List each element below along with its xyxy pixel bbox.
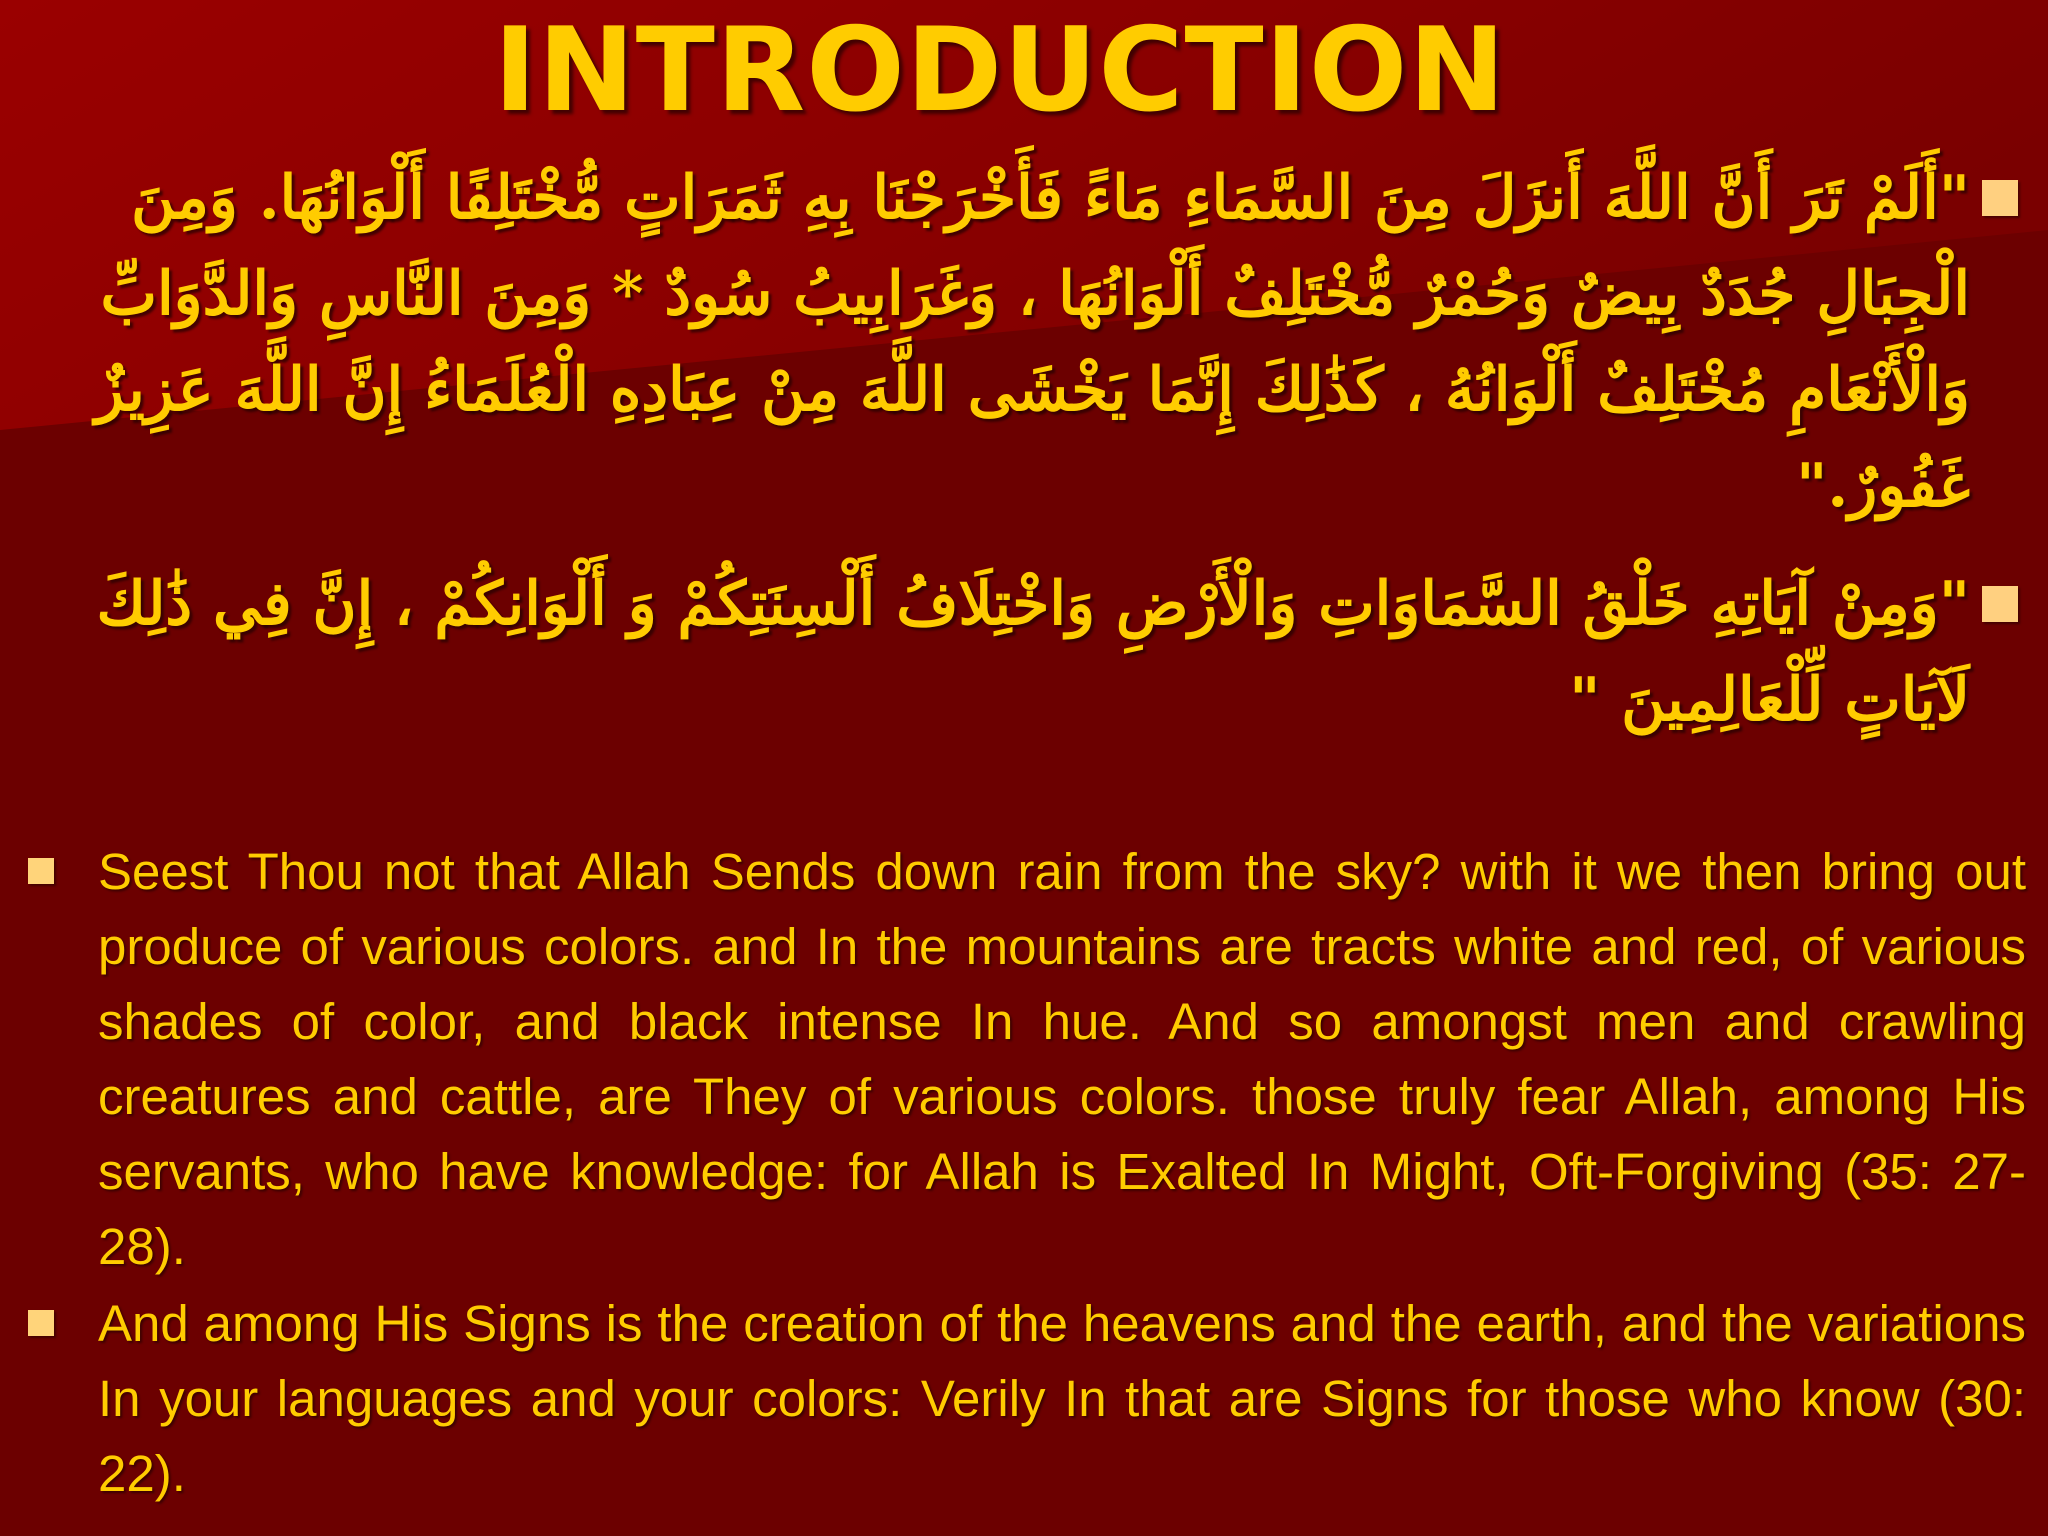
square-bullet-icon xyxy=(28,858,54,884)
slide-title: INTRODUCTION xyxy=(493,3,1507,138)
square-bullet-icon xyxy=(28,1310,54,1336)
square-bullet-icon xyxy=(1982,180,2018,216)
arabic-verse-2: "وَمِنْ آيَاتِهِ خَلْقُ السَّمَاوَاتِ وَالْأَرْضِ وَاخْتِلَافُ أَلْسِنَتِكُمْ وَ أَلْوَانِكُمْ ، إِنَّ فِي ذَٰلِكَ لَآيَاتٍ لِّلْعَالِمِينَ " xyxy=(96,569,1970,735)
arabic-verse-1: "أَلَمْ تَرَ أَنَّ اللَّهَ أَنزَلَ مِنَ السَّمَاءِ مَاءً فَأَخْرَجْنَا بِهِ ثَمَرَاتٍ مُّخْتَلِفًا أَلْوَانُهَا. وَمِنَ الْجِبَالِ جُدَدٌ بِيضٌ وَحُمْرٌ مُّخْتَلِفٌ أَلْوَانُهَا ، وَغَرَابِيبُ سُودٌ * وَمِنَ النَّاسِ وَالدَّوَابِّ وَالْأَنْعَامِ مُخْتَلِفٌ أَلْوَانُهُ ، كَذَٰلِكَ إِنَّمَا يَخْشَى اللَّهَ مِنْ عِبَادِهِ الْعُلَمَاءُ إِنَّ اللَّهَ عَزِيزٌ غَفُورٌ." xyxy=(95,163,1970,521)
square-bullet-icon xyxy=(1982,586,2018,622)
english-translation-2: And among His Signs is the creation of the heavens and the earth, and the variations In your languages and your colors: Verily In that are Signs for those who know (30: 22). xyxy=(98,1295,2026,1502)
english-translation-1: Seest Thou not that Allah Sends down rain from the sky? with it we then bring out produce of various colors. and In the mountains are tracts white and red, of various shades of color, and black intense In hue. And so amongst men and crawling creatures and cattle, are They of various colors. those truly fear Allah, among His servants, who have knowledge: for Allah is Exalted In Might, Oft-Forgiving (35: 27-28). xyxy=(98,843,2026,1275)
